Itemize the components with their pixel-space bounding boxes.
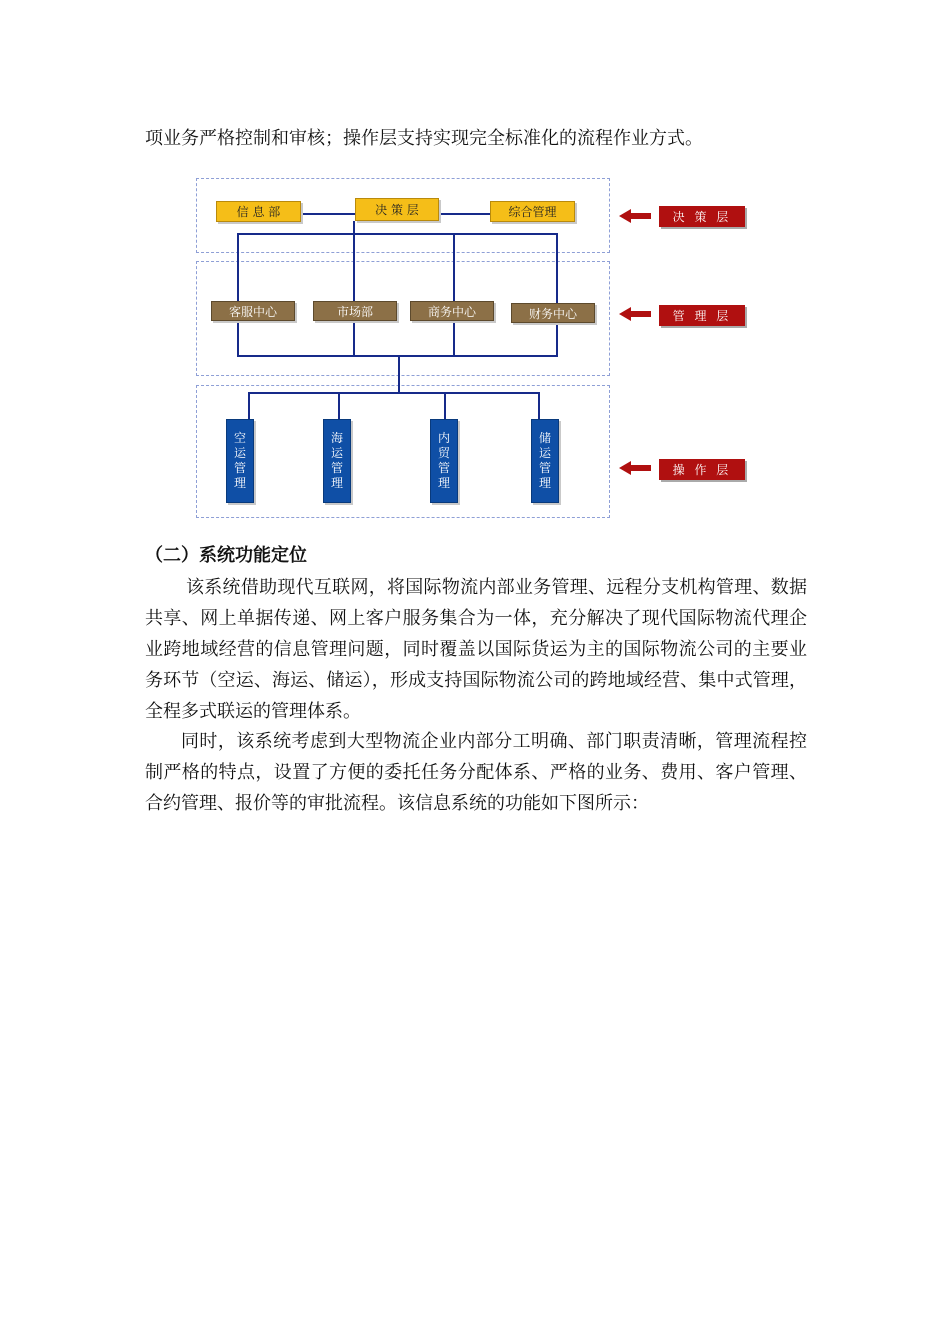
warehousing-box	[531, 419, 559, 503]
section-heading: （二）系统功能定位	[145, 545, 307, 566]
connector-line	[353, 320, 355, 356]
info-dept-box: 信 息 部	[216, 201, 301, 222]
general-management-box: 综合管理	[490, 201, 575, 222]
finance-center-box: 财务中心	[511, 303, 595, 323]
connector-line	[237, 321, 239, 356]
left-arrow-icon	[619, 307, 651, 321]
decision-layer-tag: 决 策 层	[659, 206, 745, 227]
connector-line	[439, 213, 490, 215]
paragraph-approval-process: 同时，该系统考虑到大型物流企业内部分工明确、部门职责清晰，管理流程控制严格的特点，设置了方便的委托任务分配体系、严格的业务、费用、客户管理、合约管理、报价等的审批流程。该信息系统的功能如下图所示：	[145, 731, 807, 814]
connector-line	[444, 392, 446, 419]
marketing-dept-box: 市场部	[313, 301, 397, 321]
customer-service-box: 客服中心	[211, 301, 295, 321]
connector-line	[248, 392, 540, 394]
connector-line	[353, 233, 355, 302]
paragraph-system-positioning: 该系统借助现代互联网，将国际物流内部业务管理、远程分支机构管理、数据共享、网上单据传递、网上客户服务集合为一体，充分解决了现代国际物流代理企业跨地域经营的信息管理问题，同时覆盖以国际货运为主的国际物流公司的主要业务环节（空运、海运、储运），形成支持国际物流公司的跨地域经营、集中式管理，全程多式联运的管理体系。	[145, 577, 807, 722]
sea-freight-box	[323, 419, 351, 503]
intro-paragraph: 项业务严格控制和审核；操作层支持实现完全标准化的流程作业方式。	[145, 128, 703, 149]
connector-line	[398, 355, 400, 393]
domestic-trade-label: 内贸管理	[438, 431, 451, 490]
air-freight-label: 空运管理	[234, 431, 247, 490]
left-arrow-icon	[619, 461, 651, 475]
connector-line	[237, 233, 239, 303]
left-arrow-icon	[619, 209, 651, 223]
connector-line	[237, 233, 558, 235]
decision-box: 决 策 层	[355, 198, 439, 221]
air-freight-box	[226, 419, 254, 503]
domestic-trade-box	[430, 419, 458, 503]
connector-line	[338, 392, 340, 419]
warehousing-label: 储运管理	[539, 431, 552, 490]
connector-line	[556, 323, 558, 356]
connector-line	[556, 233, 558, 303]
connector-line	[538, 392, 540, 419]
management-layer-tag: 管 理 层	[659, 305, 745, 326]
connector-line	[453, 320, 455, 356]
business-center-box: 商务中心	[410, 301, 494, 321]
sea-freight-label: 海运管理	[331, 431, 344, 490]
operation-layer-tag: 操 作 层	[659, 459, 745, 480]
connector-line	[301, 213, 355, 215]
connector-line	[248, 392, 250, 419]
connector-line	[453, 233, 455, 302]
